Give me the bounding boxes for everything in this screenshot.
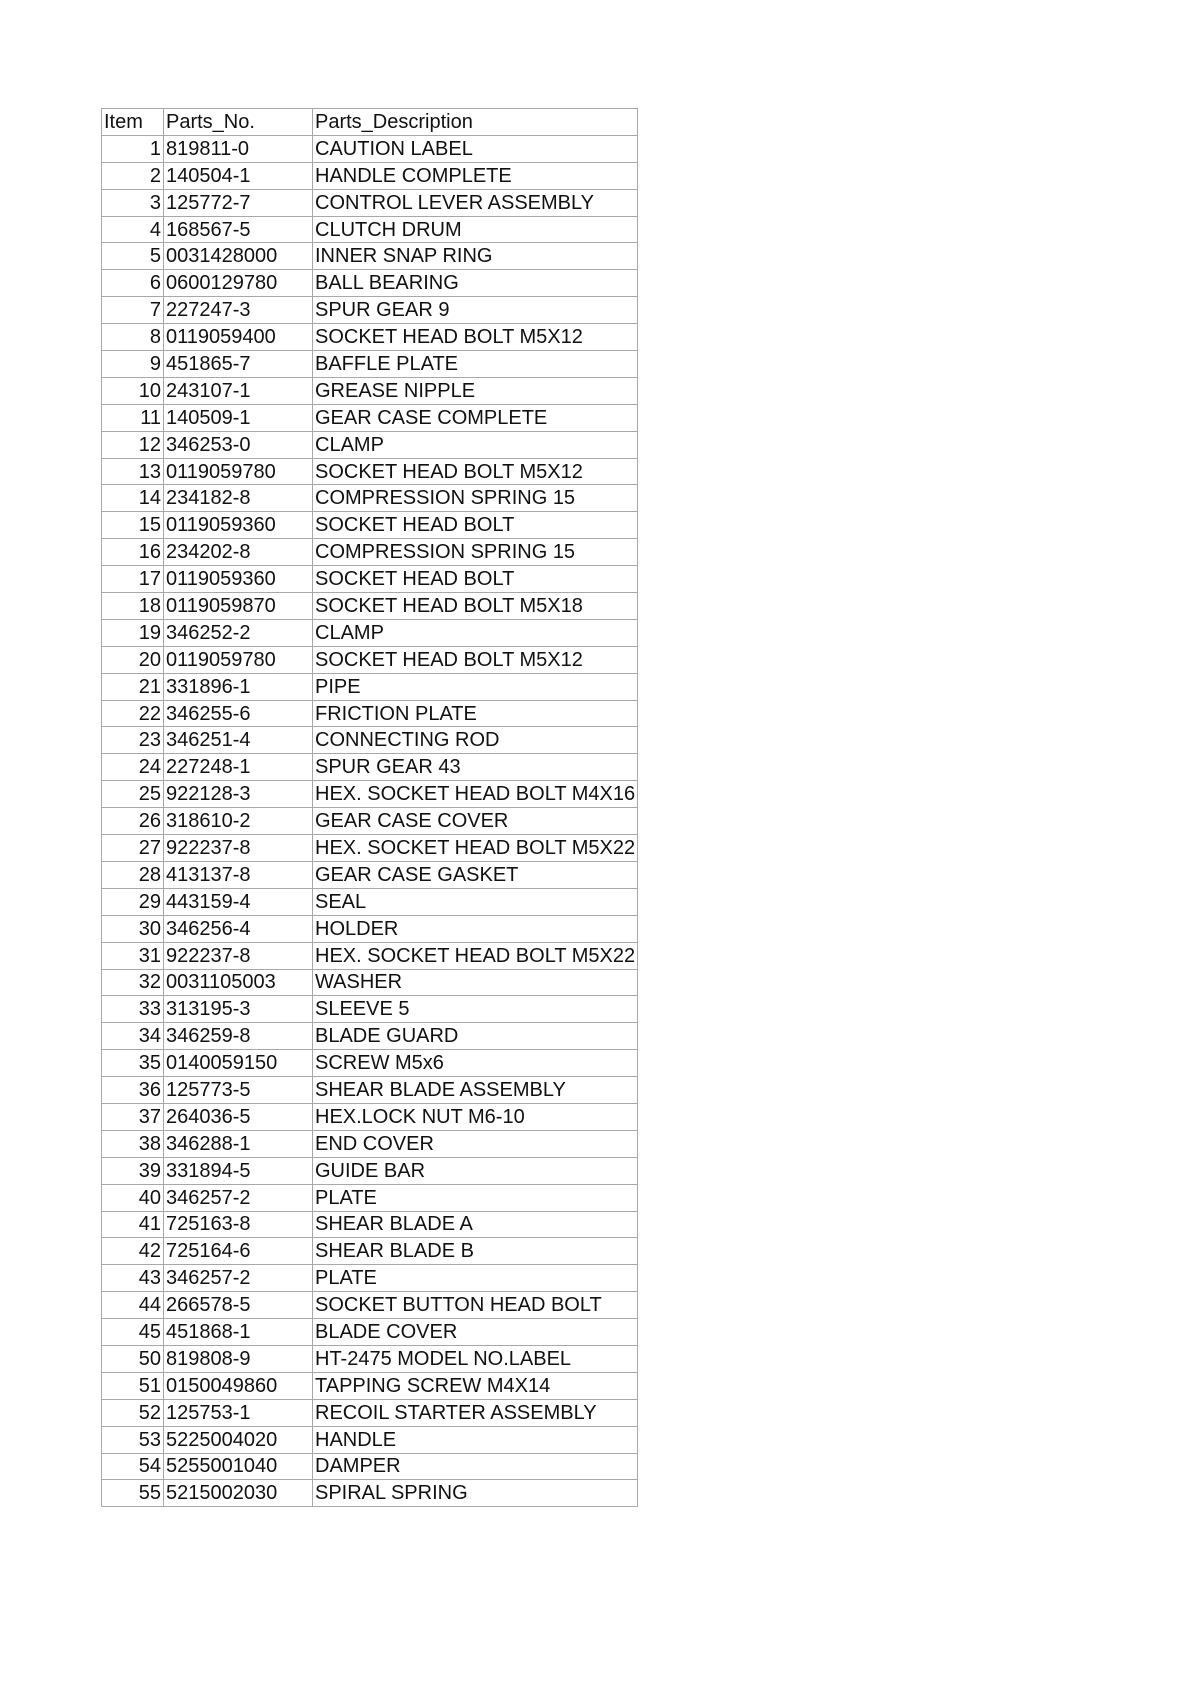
cell-parts-description: HANDLE COMPLETE — [313, 162, 638, 189]
cell-item: 1 — [102, 135, 164, 162]
cell-item: 43 — [102, 1265, 164, 1292]
table-row — [102, 243, 638, 270]
cell-item: 37 — [102, 1103, 164, 1130]
cell-parts-description: SPUR GEAR 9 — [313, 297, 638, 324]
cell-parts-description: CLAMP — [313, 619, 638, 646]
cell-parts-no: 451868-1 — [164, 1319, 313, 1346]
cell-item: 18 — [102, 593, 164, 620]
cell-parts-no: 443159-4 — [164, 888, 313, 915]
cell-parts-no: 922128-3 — [164, 781, 313, 808]
cell-parts-description: END COVER — [313, 1130, 638, 1157]
cell-parts-no: 346252-2 — [164, 619, 313, 646]
header-item: Item — [102, 109, 164, 136]
cell-parts-description: HT-2475 MODEL NO.LABEL — [313, 1345, 638, 1372]
cell-parts-description: COMPRESSION SPRING 15 — [313, 485, 638, 512]
table-row — [102, 593, 638, 620]
cell-parts-no: 234202-8 — [164, 539, 313, 566]
table-row — [102, 162, 638, 189]
cell-item: 8 — [102, 324, 164, 351]
cell-item: 32 — [102, 969, 164, 996]
cell-parts-description: BALL BEARING — [313, 270, 638, 297]
cell-parts-description: SHEAR BLADE B — [313, 1238, 638, 1265]
table-row — [102, 377, 638, 404]
cell-parts-no: 725163-8 — [164, 1211, 313, 1238]
cell-item: 11 — [102, 404, 164, 431]
cell-parts-no: 0140059150 — [164, 1050, 313, 1077]
cell-item: 53 — [102, 1426, 164, 1453]
cell-parts-description: SPUR GEAR 43 — [313, 754, 638, 781]
table-row — [102, 1050, 638, 1077]
cell-parts-description: FRICTION PLATE — [313, 700, 638, 727]
table-row — [102, 431, 638, 458]
cell-item: 23 — [102, 727, 164, 754]
table-row — [102, 458, 638, 485]
cell-parts-no: 5225004020 — [164, 1426, 313, 1453]
cell-parts-no: 331896-1 — [164, 673, 313, 700]
cell-item: 4 — [102, 216, 164, 243]
cell-parts-description: SOCKET HEAD BOLT — [313, 512, 638, 539]
cell-parts-description: SOCKET HEAD BOLT M5X12 — [313, 646, 638, 673]
table-row — [102, 324, 638, 351]
cell-item: 41 — [102, 1211, 164, 1238]
cell-item: 9 — [102, 351, 164, 378]
cell-parts-description: HEX.LOCK NUT M6-10 — [313, 1103, 638, 1130]
cell-item: 33 — [102, 996, 164, 1023]
table-row — [102, 1130, 638, 1157]
cell-item: 45 — [102, 1319, 164, 1346]
cell-parts-no: 313195-3 — [164, 996, 313, 1023]
cell-parts-description: CAUTION LABEL — [313, 135, 638, 162]
table-row — [102, 700, 638, 727]
cell-parts-description: SCREW M5x6 — [313, 1050, 638, 1077]
cell-parts-description: SLEEVE 5 — [313, 996, 638, 1023]
cell-item: 14 — [102, 485, 164, 512]
cell-item: 2 — [102, 162, 164, 189]
parts-table-body — [102, 135, 638, 1506]
cell-parts-no: 346257-2 — [164, 1184, 313, 1211]
cell-parts-no: 0119059780 — [164, 646, 313, 673]
cell-item: 6 — [102, 270, 164, 297]
cell-parts-no: 346255-6 — [164, 700, 313, 727]
cell-item: 15 — [102, 512, 164, 539]
table-row — [102, 1157, 638, 1184]
cell-parts-no: 346288-1 — [164, 1130, 313, 1157]
table-row — [102, 485, 638, 512]
cell-parts-description: HEX. SOCKET HEAD BOLT M5X22 — [313, 942, 638, 969]
cell-parts-description: GEAR CASE COVER — [313, 808, 638, 835]
cell-item: 30 — [102, 915, 164, 942]
table-row — [102, 539, 638, 566]
cell-parts-no: 140504-1 — [164, 162, 313, 189]
cell-parts-no: 318610-2 — [164, 808, 313, 835]
cell-parts-description: SHEAR BLADE A — [313, 1211, 638, 1238]
cell-item: 24 — [102, 754, 164, 781]
cell-item: 20 — [102, 646, 164, 673]
cell-parts-description: GEAR CASE COMPLETE — [313, 404, 638, 431]
cell-parts-description: COMPRESSION SPRING 15 — [313, 539, 638, 566]
table-row — [102, 942, 638, 969]
table-row — [102, 1480, 638, 1507]
cell-parts-description: BAFFLE PLATE — [313, 351, 638, 378]
table-row — [102, 727, 638, 754]
cell-item: 7 — [102, 297, 164, 324]
table-row — [102, 1319, 638, 1346]
cell-parts-description: PLATE — [313, 1265, 638, 1292]
table-row — [102, 404, 638, 431]
cell-parts-no: 125772-7 — [164, 189, 313, 216]
cell-item: 38 — [102, 1130, 164, 1157]
cell-item: 19 — [102, 619, 164, 646]
table-row — [102, 1265, 638, 1292]
cell-item: 36 — [102, 1077, 164, 1104]
cell-parts-description: PLATE — [313, 1184, 638, 1211]
cell-parts-no: 346259-8 — [164, 1023, 313, 1050]
cell-parts-no: 0031428000 — [164, 243, 313, 270]
cell-parts-description: CONTROL LEVER ASSEMBLY — [313, 189, 638, 216]
cell-parts-description: SOCKET HEAD BOLT M5X12 — [313, 324, 638, 351]
table-row — [102, 619, 638, 646]
cell-parts-description: WASHER — [313, 969, 638, 996]
cell-parts-no: 125773-5 — [164, 1077, 313, 1104]
cell-item: 12 — [102, 431, 164, 458]
cell-parts-no: 819808-9 — [164, 1345, 313, 1372]
table-row — [102, 646, 638, 673]
table-row — [102, 1345, 638, 1372]
table-row — [102, 1399, 638, 1426]
table-row — [102, 835, 638, 862]
cell-parts-no: 266578-5 — [164, 1292, 313, 1319]
cell-parts-description: GREASE NIPPLE — [313, 377, 638, 404]
cell-item: 3 — [102, 189, 164, 216]
table-row — [102, 888, 638, 915]
cell-parts-no: 5255001040 — [164, 1453, 313, 1480]
cell-parts-description: SHEAR BLADE ASSEMBLY — [313, 1077, 638, 1104]
cell-parts-no: 243107-1 — [164, 377, 313, 404]
header-parts-no: Parts_No. — [164, 109, 313, 136]
cell-parts-description: SOCKET HEAD BOLT — [313, 566, 638, 593]
table-row — [102, 135, 638, 162]
cell-parts-description: SOCKET BUTTON HEAD BOLT — [313, 1292, 638, 1319]
cell-parts-description: RECOIL STARTER ASSEMBLY — [313, 1399, 638, 1426]
table-row — [102, 297, 638, 324]
cell-parts-description: SEAL — [313, 888, 638, 915]
cell-parts-no: 125753-1 — [164, 1399, 313, 1426]
cell-parts-description: HEX. SOCKET HEAD BOLT M4X16 — [313, 781, 638, 808]
cell-parts-description: INNER SNAP RING — [313, 243, 638, 270]
cell-item: 42 — [102, 1238, 164, 1265]
cell-item: 34 — [102, 1023, 164, 1050]
cell-parts-no: 922237-8 — [164, 942, 313, 969]
cell-parts-description: GEAR CASE GASKET — [313, 861, 638, 888]
cell-item: 10 — [102, 377, 164, 404]
cell-parts-no: 140509-1 — [164, 404, 313, 431]
cell-parts-no: 227248-1 — [164, 754, 313, 781]
table-row — [102, 189, 638, 216]
cell-parts-description: SOCKET HEAD BOLT M5X18 — [313, 593, 638, 620]
cell-parts-description: GUIDE BAR — [313, 1157, 638, 1184]
cell-parts-description: SOCKET HEAD BOLT M5X12 — [313, 458, 638, 485]
cell-item: 40 — [102, 1184, 164, 1211]
cell-parts-no: 0600129780 — [164, 270, 313, 297]
cell-item: 13 — [102, 458, 164, 485]
cell-parts-description: BLADE GUARD — [313, 1023, 638, 1050]
cell-parts-description: HEX. SOCKET HEAD BOLT M5X22 — [313, 835, 638, 862]
cell-item: 28 — [102, 861, 164, 888]
cell-parts-no: 725164-6 — [164, 1238, 313, 1265]
cell-item: 29 — [102, 888, 164, 915]
cell-parts-description: CLUTCH DRUM — [313, 216, 638, 243]
cell-parts-description: PIPE — [313, 673, 638, 700]
cell-parts-no: 0119059360 — [164, 512, 313, 539]
table-row — [102, 1292, 638, 1319]
cell-item: 52 — [102, 1399, 164, 1426]
cell-parts-description: CONNECTING ROD — [313, 727, 638, 754]
cell-parts-description: HANDLE — [313, 1426, 638, 1453]
table-row — [102, 512, 638, 539]
cell-parts-description: BLADE COVER — [313, 1319, 638, 1346]
cell-item: 26 — [102, 808, 164, 835]
cell-parts-no: 819811-0 — [164, 135, 313, 162]
cell-parts-no: 0031105003 — [164, 969, 313, 996]
table-row — [102, 351, 638, 378]
cell-parts-no: 0119059870 — [164, 593, 313, 620]
cell-parts-description: HOLDER — [313, 915, 638, 942]
cell-parts-description: SPIRAL SPRING — [313, 1480, 638, 1507]
table-row — [102, 1453, 638, 1480]
cell-parts-no: 234182-8 — [164, 485, 313, 512]
cell-item: 21 — [102, 673, 164, 700]
cell-parts-no: 227247-3 — [164, 297, 313, 324]
cell-parts-no: 264036-5 — [164, 1103, 313, 1130]
table-row — [102, 1077, 638, 1104]
cell-item: 55 — [102, 1480, 164, 1507]
cell-parts-no: 922237-8 — [164, 835, 313, 862]
table-row — [102, 808, 638, 835]
cell-parts-description: TAPPING SCREW M4X14 — [313, 1372, 638, 1399]
cell-item: 27 — [102, 835, 164, 862]
cell-parts-no: 0119059360 — [164, 566, 313, 593]
table-row — [102, 270, 638, 297]
cell-item: 39 — [102, 1157, 164, 1184]
cell-parts-no: 451865-7 — [164, 351, 313, 378]
cell-parts-no: 331894-5 — [164, 1157, 313, 1184]
cell-item: 44 — [102, 1292, 164, 1319]
table-row — [102, 673, 638, 700]
table-row — [102, 566, 638, 593]
cell-item: 51 — [102, 1372, 164, 1399]
table-row — [102, 1023, 638, 1050]
cell-parts-no: 413137-8 — [164, 861, 313, 888]
cell-parts-no: 346257-2 — [164, 1265, 313, 1292]
table-row — [102, 781, 638, 808]
cell-item: 25 — [102, 781, 164, 808]
cell-item: 16 — [102, 539, 164, 566]
table-row — [102, 754, 638, 781]
cell-parts-no: 346253-0 — [164, 431, 313, 458]
cell-parts-no: 0119059780 — [164, 458, 313, 485]
cell-item: 35 — [102, 1050, 164, 1077]
header-row — [102, 109, 638, 136]
cell-parts-description: DAMPER — [313, 1453, 638, 1480]
table-row — [102, 1372, 638, 1399]
table-row — [102, 1238, 638, 1265]
cell-parts-no: 5215002030 — [164, 1480, 313, 1507]
table-row — [102, 1103, 638, 1130]
cell-parts-no: 0119059400 — [164, 324, 313, 351]
table-row — [102, 1426, 638, 1453]
table-row — [102, 915, 638, 942]
cell-parts-no: 168567-5 — [164, 216, 313, 243]
cell-item: 5 — [102, 243, 164, 270]
cell-parts-no: 0150049860 — [164, 1372, 313, 1399]
table-row — [102, 216, 638, 243]
table-row — [102, 1211, 638, 1238]
cell-item: 31 — [102, 942, 164, 969]
cell-item: 54 — [102, 1453, 164, 1480]
cell-item: 22 — [102, 700, 164, 727]
cell-item: 17 — [102, 566, 164, 593]
table-row — [102, 1184, 638, 1211]
parts-list-table — [101, 108, 638, 1507]
cell-item: 50 — [102, 1345, 164, 1372]
table-row — [102, 996, 638, 1023]
cell-parts-no: 346256-4 — [164, 915, 313, 942]
header-parts-description: Parts_Description — [313, 109, 638, 136]
cell-parts-description: CLAMP — [313, 431, 638, 458]
cell-parts-no: 346251-4 — [164, 727, 313, 754]
table-row — [102, 861, 638, 888]
table-row — [102, 969, 638, 996]
